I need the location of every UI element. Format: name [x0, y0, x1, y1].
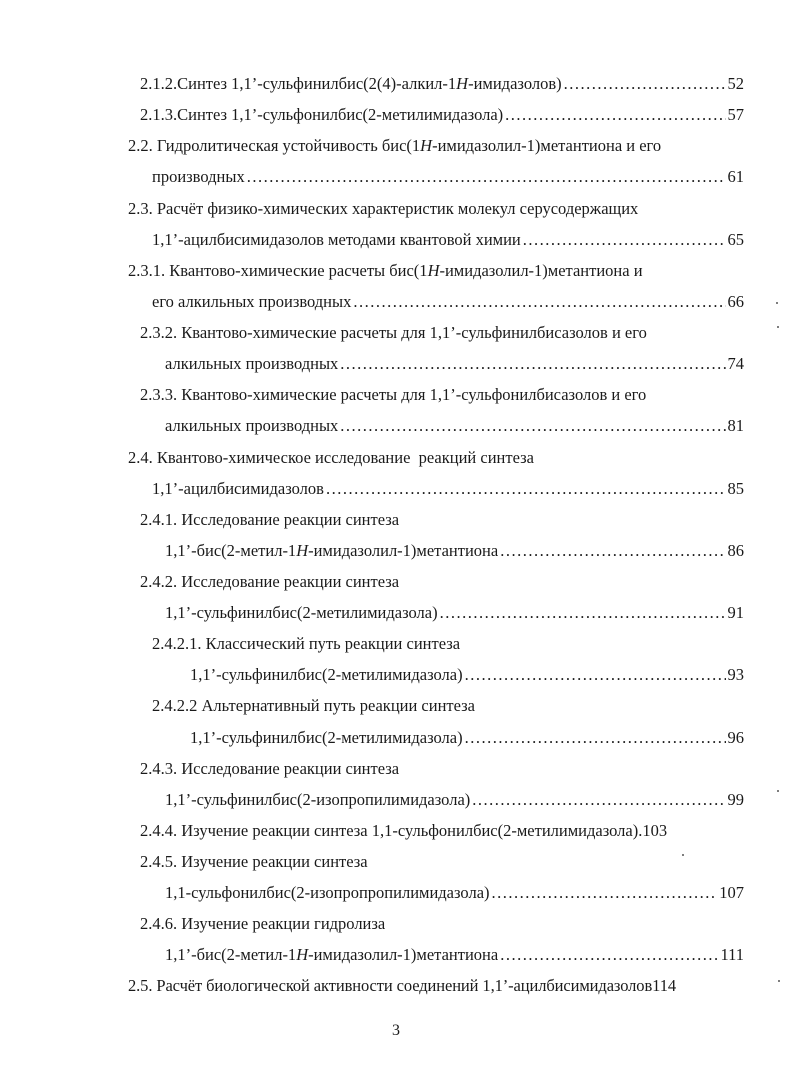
toc-entry-2-3-1	[128, 259, 643, 283]
toc-entry-2-4-1-cont	[165, 539, 744, 563]
toc-entry-title: 2.4.5. Изучение реакции синтеза	[140, 852, 368, 871]
toc-entry-title: 2.4.6. Изучение реакции гидролиза	[140, 914, 386, 933]
toc-entry-2-4-2-2-cont	[190, 726, 744, 750]
toc-entry-2-3-cont	[152, 228, 744, 252]
toc-entry-2-4-2-2	[152, 694, 475, 718]
leader-dots	[326, 477, 726, 501]
toc-entry-2-4-2-cont	[165, 601, 744, 625]
leader-dots	[523, 228, 726, 252]
toc-page-number: 61	[727, 167, 744, 186]
toc-page-number: 57	[727, 105, 744, 124]
toc-page-number: 52	[727, 74, 744, 93]
toc-entry-title: 2.3.3. Квантово-химические расчеты для 1,1’-сульфонилбисазолов и его	[140, 385, 647, 404]
toc-entry-title: 1,1’-сульфинилбис(2-метилимидазола)	[165, 603, 438, 622]
toc-entry-2-1-3	[140, 103, 744, 127]
toc-page-number: 91	[727, 603, 744, 622]
toc-page-number: 66	[727, 292, 744, 311]
toc-entry-title: 1,1’-ацилбисимидазолов методами квантовой химии	[152, 230, 521, 249]
scan-speck	[778, 980, 780, 982]
toc-page-number: 65	[727, 230, 744, 249]
toc-entry-title: 2.4.2. Исследование реакции синтеза	[140, 572, 400, 591]
toc-entry-2-3-2-cont	[165, 352, 744, 376]
toc-entry-title: 2.4.2.1. Классический путь реакции синтеза	[152, 634, 461, 653]
page-number: 3	[392, 1022, 400, 1039]
toc-entry-2-4-2-1-cont	[190, 663, 744, 687]
toc-entry-title: 2.1.2.Синтез 1,1’-сульфинилбис(2(4)-алкил-1H-имидазолов)	[140, 74, 562, 93]
toc-page-number: 114	[652, 976, 676, 995]
toc-entry-title: 2.2. Гидролитическая устойчивость бис(1H-имидазолил-1)метантиона и его	[128, 136, 662, 155]
toc-entry-title: его алкильных производных	[152, 292, 352, 311]
toc-entry-2-4-6	[140, 912, 385, 936]
toc-entry-2-3-3	[140, 383, 646, 407]
toc-entry-title: 2.3.2. Квантово-химические расчеты для 1,1’-сульфинилбисазолов и его	[140, 323, 647, 342]
toc-entry-title: алкильных производных	[165, 416, 339, 435]
toc-page-number: 85	[727, 479, 744, 498]
toc-entry-title: 2.4.2.2 Альтернативный путь реакции синтеза	[152, 696, 475, 715]
toc-entry-2-2	[128, 134, 661, 158]
toc-entry-2-4-5	[140, 850, 368, 874]
toc-entry-2-4	[128, 446, 534, 470]
toc-page-number: 81	[727, 416, 744, 435]
toc-entry-2-3-3-cont	[165, 414, 744, 438]
toc-entry-title: 2.1.3.Синтез 1,1’-сульфонилбис(2-метилимидазола)	[140, 105, 504, 124]
leader-dots	[353, 290, 725, 314]
toc-entry-title: производных	[152, 167, 245, 186]
leader-dots	[247, 165, 726, 189]
toc-entry-title: 1,1’-сульфинилбис(2-метилимидазола)	[190, 665, 463, 684]
toc-entry-title: алкильных производных	[165, 354, 339, 373]
toc-entry-2-2-cont	[152, 165, 744, 189]
toc-entry-2-4-2-1	[152, 632, 460, 656]
toc-entry-title: 2.3. Расчёт физико-химических характеристик молекул серусодержащих	[128, 199, 639, 218]
leader-dots	[564, 72, 726, 96]
leader-dots	[492, 881, 718, 905]
toc-entry-2-4-6-cont	[165, 943, 744, 967]
toc-entry-title: 2.4. Квантово-химическое исследование реакций синтеза	[128, 448, 534, 467]
toc-entry-2-4-3-cont	[165, 788, 744, 812]
toc-entry-2-4-4	[140, 819, 744, 843]
toc-entry-2-3-1-cont	[152, 290, 744, 314]
toc-entry-2-4-cont	[152, 477, 744, 501]
leader-dots	[340, 414, 725, 438]
leader-dots	[472, 788, 725, 812]
toc-entry-title: 1,1’-сульфинилбис(2-метилимидазола)	[190, 728, 463, 747]
toc-entry-2-4-1	[140, 508, 399, 532]
toc-entry-2-4-5-cont	[165, 881, 744, 905]
toc-entry-title: 1,1’-ацилбисимидазолов	[152, 479, 324, 498]
toc-entry-2-3-2	[140, 321, 647, 345]
toc-page-number: 103	[642, 821, 668, 840]
toc-entry-2-5	[128, 974, 764, 998]
leader-dots	[500, 943, 718, 967]
toc-entry-title: 2.3.1. Квантово-химические расчеты бис(1H-имидазолил-1)метантиона и	[128, 261, 643, 280]
toc-entry-2-4-2	[140, 570, 399, 594]
toc-page-number: 107	[719, 883, 744, 902]
toc-entry-title: 2.4.4. Изучение реакции синтеза 1,1-сульфонилбис(2-метилимидазола).	[140, 821, 643, 840]
scan-speck	[777, 326, 779, 328]
toc-page-number: 111	[720, 945, 744, 964]
leader-dots	[505, 103, 725, 127]
toc-entry-2-1-2	[140, 72, 744, 96]
toc-entry-2-4-3	[140, 757, 399, 781]
scan-speck	[682, 854, 684, 856]
leader-dots	[440, 601, 726, 625]
toc-page-number: 86	[727, 541, 744, 560]
leader-dots	[500, 539, 725, 563]
leader-dots	[465, 726, 726, 750]
leader-dots	[465, 663, 726, 687]
toc-entry-title: 2.5. Расчёт биологической активности соединений 1,1’-ацилбисимидазолов	[128, 976, 653, 995]
toc-page-number: 99	[727, 790, 744, 809]
toc-entry-title: 1,1’-бис(2-метил-1H-имидазолил-1)метантиона	[165, 541, 499, 560]
scan-speck	[777, 790, 779, 792]
toc-entry-title: 2.4.3. Исследование реакции синтеза	[140, 759, 400, 778]
toc-entry-title: 2.4.1. Исследование реакции синтеза	[140, 510, 400, 529]
toc-entry-title: 1,1’-сульфинилбис(2-изопропилимидазола)	[165, 790, 471, 809]
toc-entry-title: 1,1’-бис(2-метил-1H-имидазолил-1)метантиона	[165, 945, 499, 964]
toc-entry-title: 1,1-сульфонилбис(2-изопропропилимидазола)	[165, 883, 490, 902]
scan-speck	[776, 302, 778, 304]
toc-page-number: 93	[727, 665, 744, 684]
toc-page-number: 74	[727, 354, 744, 373]
leader-dots	[340, 352, 725, 376]
toc-page-number: 96	[727, 728, 744, 747]
toc-entry-2-3	[128, 197, 638, 221]
